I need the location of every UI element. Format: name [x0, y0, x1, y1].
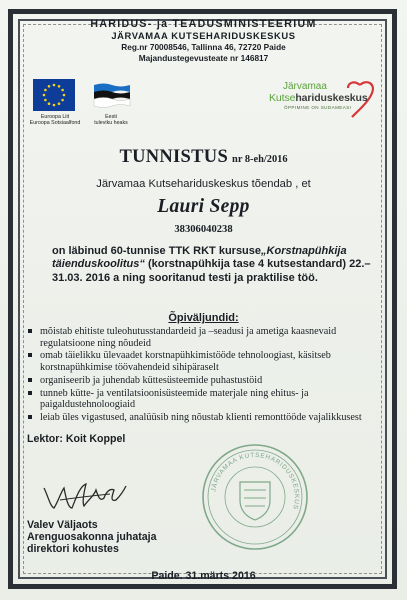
course-description: [52, 245, 372, 285]
signatory-role-line1: Arenguosakonna juhataja: [27, 531, 157, 543]
course-intro: on läbinud 60-tunnise TTK RKT kursuse: [52, 245, 262, 257]
school-logo-line2-prefix: Kutse: [269, 92, 296, 104]
course-dates: 22.– 31.03. 2016 a ning sooritanud testi ja praktilise töö.: [52, 258, 371, 284]
list-item: [28, 375, 383, 387]
school-heading: JÄRVAMAA KUTSEHARIDUSKESKUS: [111, 30, 296, 41]
certificate-title: TUNNISTUS: [119, 147, 229, 167]
bullet-icon: [28, 378, 32, 382]
official-seal-stamp: [200, 442, 310, 552]
outcome-text: tunneb kütte- ja ventilatsioonisüsteemide materjale ning ehitus- ja paigaldustehnoloogiaid: [40, 387, 309, 411]
recipient-name: Lauri Sepp: [157, 196, 250, 217]
signatory-name: Valev Väljaots: [27, 519, 98, 531]
estonia-flag-icon: [92, 82, 132, 110]
list-item: [28, 388, 383, 411]
bullet-icon: [28, 415, 32, 419]
eu-caption: [24, 114, 86, 127]
list-item: [28, 412, 383, 424]
school-logo-tagline: ÕPPIMINE ON SUDAMEASI: [284, 105, 352, 110]
outcomes-heading: Õpiväljundid:: [168, 312, 239, 324]
course-name: „Korstnapühkija täienduskoolitus“: [52, 245, 347, 271]
outcome-text: mõistab ehitiste tuleohutusstandardeid ja –seadusi ja ametiga kaasnevaid regulatsioone ning nõudeid: [40, 326, 337, 349]
lector-label: Lektor: Koit Koppel: [27, 433, 126, 445]
confirmation-text: Järvamaa Kutsehariduskeskus tõendab , et: [96, 178, 311, 190]
estonia-caption-line2: tuleviku heaks: [94, 120, 128, 127]
svg-text:JÄRVAMAA KUTSEHARIDUSKESKUS: [210, 452, 300, 511]
signatory-role-line2: direktori kohustes: [27, 543, 119, 555]
personal-code: 38306040238: [174, 224, 233, 235]
seal-text: JÄRVAMAA KUTSEHARIDUSKESKUS: [210, 451, 301, 511]
school-logo-line1: Järvamaa: [283, 81, 327, 92]
course-level: (korstnapühkija tase 4 kutsestandard): [147, 258, 347, 271]
school-logo-line2-bold: hariduskeskus: [295, 92, 368, 104]
registration-line: Reg.nr 70008546, Tallinna 46, 72720 Paide: [121, 42, 286, 52]
school-logo-line2: [269, 92, 389, 104]
list-item: [28, 326, 383, 349]
certificate-title-row: [0, 147, 407, 168]
business-register-line: Majandustegevusteate nr 146817: [138, 53, 269, 63]
eu-flag-icon: [33, 79, 75, 111]
outcome-text: organiseerib ja juhendab küttesüsteemide puhastustöid: [40, 374, 263, 386]
eu-caption-line2: Euroopa Sotsiaalfond: [29, 120, 81, 127]
outcomes-list: [28, 326, 383, 425]
list-item: [28, 350, 383, 373]
certificate-number: nr 8-eh/2016: [232, 154, 288, 165]
place-and-date: Paide. 31.märts 2016: [151, 570, 256, 582]
handwritten-signature: [40, 478, 130, 518]
outcome-text: omab täielikku ülevaadet korstnapühkimistööde tehnoloogiast, käsitseb korstnapühkimise töövahendeid sihipäraselt: [40, 350, 331, 373]
estonia-caption-line1: Eesti: [105, 114, 117, 120]
bullet-icon: [28, 353, 32, 357]
outcome-text: leiab üles vigastused, analüüsib ning nõustab klienti remonttööde vajalikkusest: [40, 411, 362, 423]
eu-caption-line1: Euroopa Liit: [40, 114, 70, 120]
bullet-icon: [28, 329, 32, 333]
estonia-caption: [87, 114, 135, 127]
ministry-heading: HARIDUS- ja TEADUSMINISTEERIUM: [90, 18, 317, 30]
bullet-icon: [28, 391, 32, 395]
